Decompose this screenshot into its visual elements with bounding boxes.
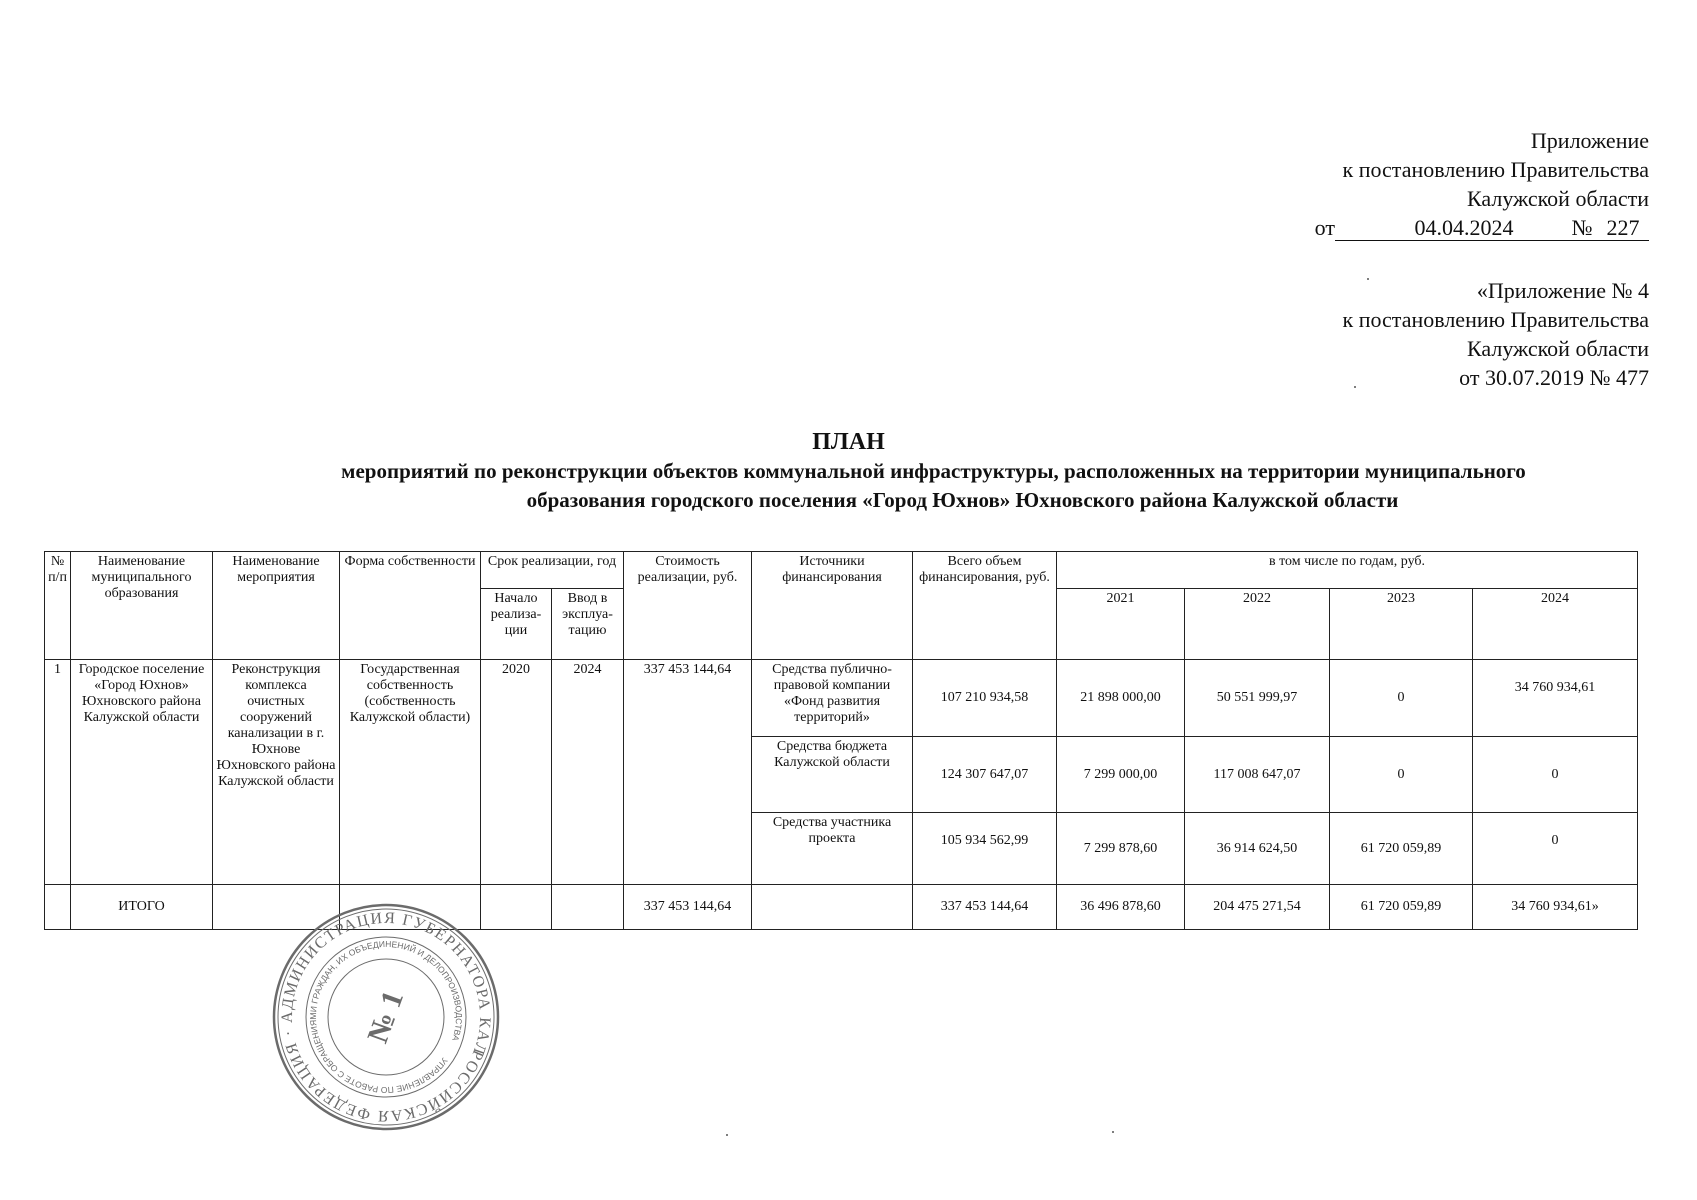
cell-municipality: Городское поселение «Город Юхнов» Юхновского района Калужской области (71, 660, 213, 885)
header-start: Начало реализа- ции (481, 589, 552, 660)
cell-source-total: 107 210 934,58 (913, 660, 1057, 737)
official-seal-stamp (271, 902, 501, 1132)
header-year-2024: 2024 (1473, 589, 1638, 660)
header-cost: Стоимость реализации, руб. (624, 552, 752, 660)
plan-heading: ПЛАН (812, 429, 885, 455)
total-2022: 204 475 271,54 (1185, 885, 1330, 930)
original-appendix-label: «Приложение № 4 (1476, 278, 1649, 303)
total-cost: 337 453 144,64 (624, 885, 752, 930)
header-num: № п/п (45, 552, 71, 660)
region-label: Калужской области (1467, 186, 1649, 211)
total-financing: 337 453 144,64 (913, 885, 1057, 930)
table-header-row (45, 552, 1638, 589)
cell-source-2024: 0 (1473, 737, 1638, 813)
original-region-label: Калужской области (1467, 336, 1649, 361)
cell-source-name: Средства публично-правовой компании «Фонд развития территорий» (752, 660, 913, 737)
total-2024: 34 760 934,61» (1473, 885, 1638, 930)
header-commission: Ввод в эксплуа- тацию (552, 589, 624, 660)
cell-cost: 337 453 144,64 (624, 660, 752, 885)
header-municipality: Наименование муниципального образования (71, 552, 213, 660)
total-cell-commission (552, 885, 624, 930)
cell-source-2023: 0 (1330, 737, 1473, 813)
cell-source-2021: 21 898 000,00 (1057, 660, 1185, 737)
header-period: Срок реализации, год (481, 552, 624, 589)
cell-ownership: Государственная собственность (собственность Калужской области) (340, 660, 481, 885)
cell-source-total: 105 934 562,99 (913, 813, 1057, 885)
cell-source-2022: 50 551 999,97 (1185, 660, 1330, 737)
scan-speck (1112, 1131, 1114, 1133)
resolution-date: 04.04.2024 (1335, 216, 1567, 241)
header-year-2022: 2022 (1185, 589, 1330, 660)
date-prefix: от (1314, 215, 1335, 240)
header-year-2021: 2021 (1057, 589, 1185, 660)
cell-source-2021: 7 299 000,00 (1057, 737, 1185, 813)
header-by-years: в том числе по годам, руб. (1057, 552, 1638, 589)
scan-speck (726, 1134, 728, 1136)
total-cell-num (45, 885, 71, 930)
total-cell-sources (752, 885, 913, 930)
header-ownership: Форма собственности (340, 552, 481, 660)
cell-source-2022: 117 008 647,07 (1185, 737, 1330, 813)
cell-source-2023: 0 (1330, 660, 1473, 737)
plan-subtitle-line2: образования городского поселения «Город Юхнов» Юхновского района Калужской области (526, 488, 1399, 512)
header-event: Наименование мероприятия (213, 552, 340, 660)
plan-subtitle-line1: мероприятий по реконструкции объектов коммунальной инфраструктуры, расположенных на территории муниципального (341, 459, 1526, 483)
original-date-line: от 30.07.2019 № 477 (1459, 365, 1649, 390)
total-2023: 61 720 059,89 (1330, 885, 1473, 930)
stamp-outer-text: РОССИЙСКАЯ ФЕДЕРАЦИЯ · АДМИНИСТРАЦИЯ ГУБЕРНАТОРА КАЛУЖСКОЙ (278, 909, 494, 1125)
resolution-number: 227 (1597, 216, 1649, 241)
cell-source-2021: 7 299 878,60 (1057, 813, 1185, 885)
number-prefix: № (1567, 216, 1597, 241)
plan-table (44, 551, 1638, 930)
scan-speck (1354, 386, 1356, 388)
cell-source-name: Средства бюджета Калужской области (752, 737, 913, 813)
appendix-label: Приложение (1530, 128, 1649, 153)
cell-source-2022: 36 914 624,50 (1185, 813, 1330, 885)
stamp-number: № 1 (361, 986, 411, 1048)
cell-num: 1 (45, 660, 71, 885)
cell-source-2024: 0 (1473, 813, 1638, 885)
header-year-2023: 2023 (1330, 589, 1473, 660)
cell-source-name: Средства участника проекта (752, 813, 913, 885)
plan-title (0, 428, 1697, 515)
table-row (45, 660, 1638, 737)
cell-source-2024: 34 760 934,61 (1473, 660, 1638, 737)
resolution-label: к постановлению Правительства (1342, 157, 1649, 182)
cell-event: Реконструкция комплекса очистных сооружений канализации в г. Юхнове Юхновского района Калужской области (213, 660, 340, 885)
stamp-inner-text: УПРАВЛЕНИЕ ПО РАБОТЕ С ОБРАЩЕНИЯМИ ГРАЖДАН, ИХ ОБЪЕДИНЕНИЙ И ДЕЛОПРОИЗВОДСТВА (307, 938, 465, 1096)
total-2021: 36 496 878,60 (1057, 885, 1185, 930)
total-label: ИТОГО (71, 885, 213, 930)
header-total: Всего объем финансирования, руб. (913, 552, 1057, 660)
appendix-header (1315, 126, 1649, 242)
header-sources: Источники финансирования (752, 552, 913, 660)
resolution-date-line (1315, 213, 1649, 242)
cell-start: 2020 (481, 660, 552, 885)
cell-source-total: 124 307 647,07 (913, 737, 1057, 813)
cell-commission: 2024 (552, 660, 624, 885)
original-resolution-label: к постановлению Правительства (1342, 307, 1649, 332)
scan-speck (1367, 278, 1369, 280)
cell-source-2023: 61 720 059,89 (1330, 813, 1473, 885)
original-appendix-header (1343, 276, 1649, 392)
